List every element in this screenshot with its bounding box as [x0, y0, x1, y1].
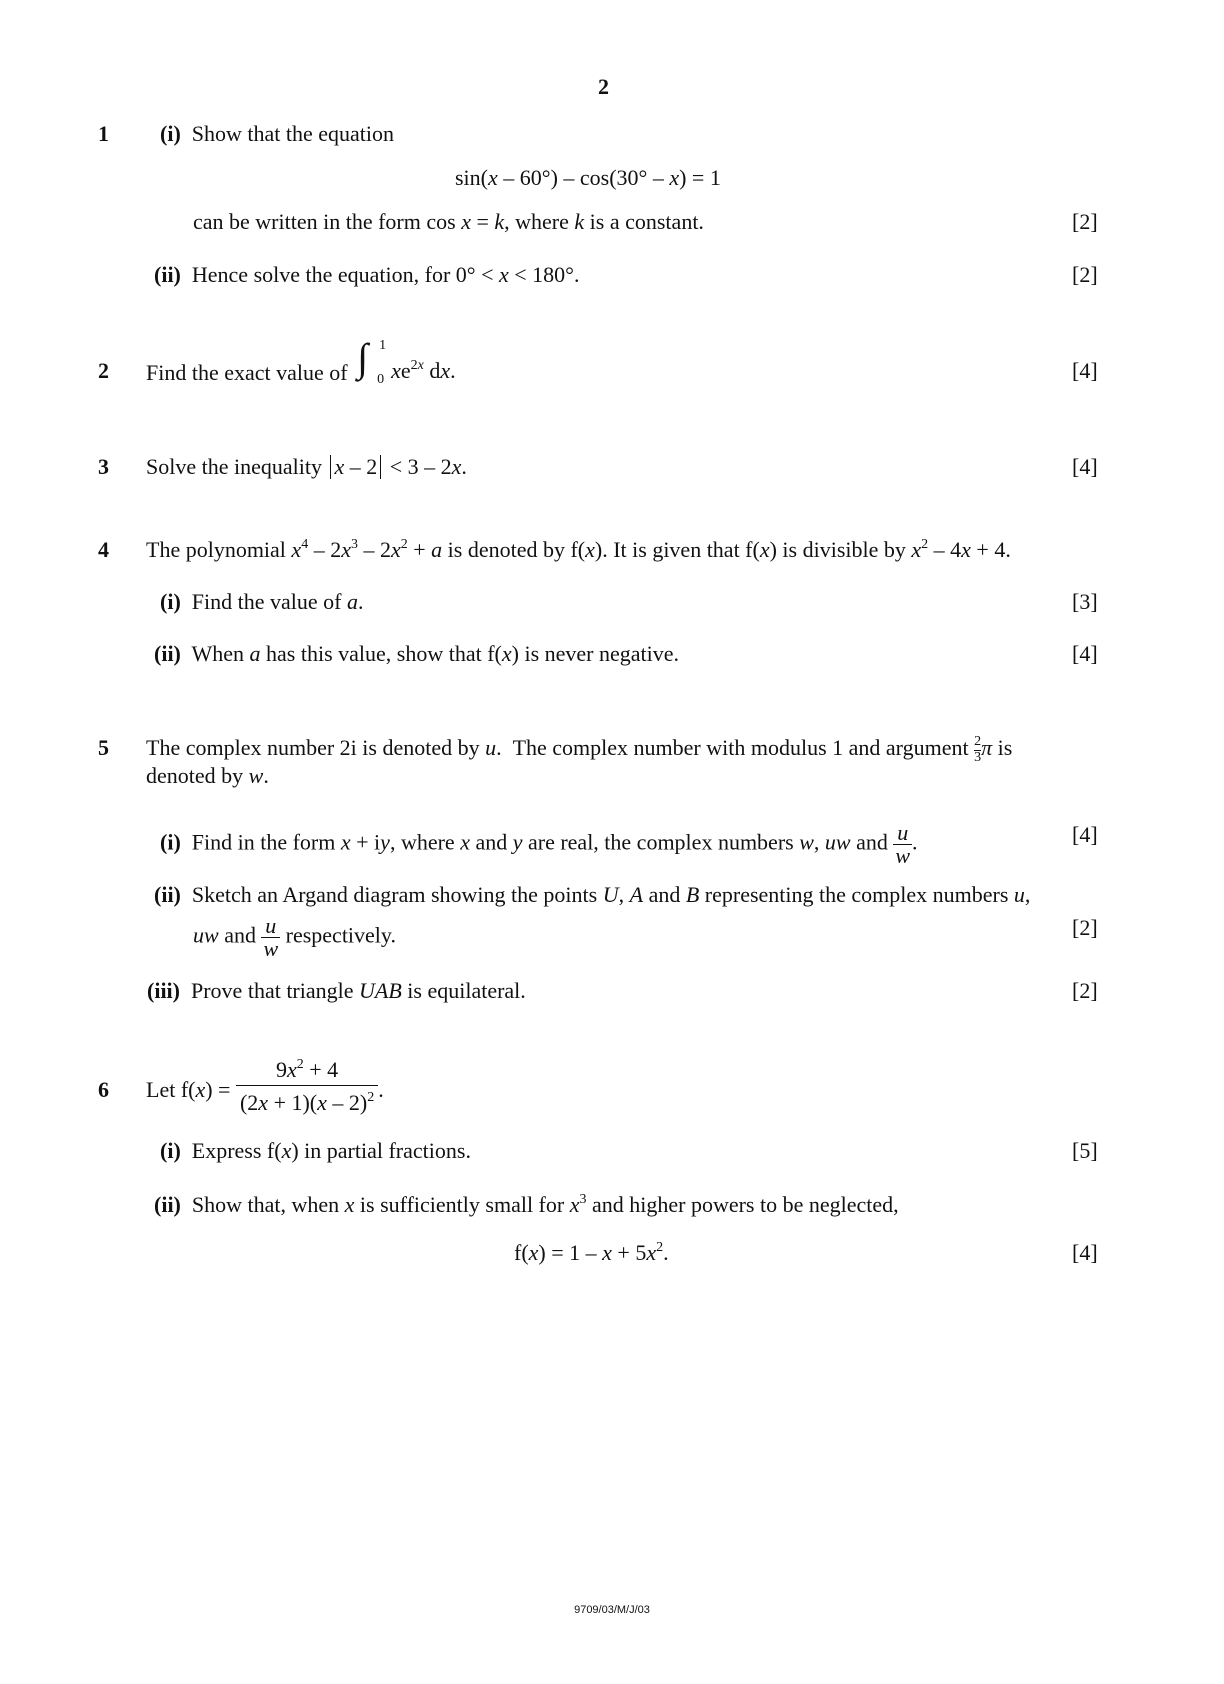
mark: [4] [1072, 358, 1098, 383]
question-text: The complex number 2i is denoted by u. The complex number with modulus 1 and argument $\frac{2}{3}$ π is [146, 734, 1013, 765]
part-text: Show that the equation [191, 121, 395, 146]
mark: [4] [1072, 1240, 1098, 1265]
equation: sin(x – 60°) – cos(30° – x) = 1 [455, 165, 721, 190]
footer-code: 9709/03/M/J/03 [574, 1604, 650, 1616]
mark: [4] [1072, 641, 1098, 666]
part-label: (ii) [154, 882, 181, 907]
part-text-line2: uw and $\frac{u}{w}$ respectively. [193, 913, 396, 961]
part-ii-q5: (ii) Sketch an Argand diagram showing the points U, A and B representing the complex numbers u, [154, 882, 1031, 907]
result-equation: $f(x) = 1 - x + 5x^2$. [514, 1240, 669, 1265]
mark: [2] [1072, 209, 1098, 234]
page-number: 2 [598, 74, 609, 99]
part-i-q6: (i) Express f(x) in partial fractions. [160, 1138, 471, 1163]
mark: [2] [1072, 262, 1098, 287]
part-label: (ii) [154, 262, 181, 287]
part-label: (i) [160, 1138, 181, 1163]
part-label: (i) [160, 589, 181, 614]
part-label: (ii) [154, 1192, 181, 1217]
question-number: 4 [98, 537, 109, 562]
question-number: 2 [98, 358, 109, 383]
part-i-q5: (i) Find in the form x + iy, where x and y are real, the complex numbers w, uw and $\frac{u}{w}$ . [160, 820, 918, 868]
question-text: Solve the inequality x – 2 < 3 – 2x. [146, 454, 467, 479]
question-text-line2: denoted by w. [146, 763, 269, 788]
part-ii-q4: (ii) When a has this value, show that f(x) is never negative. [154, 641, 680, 666]
part-iii-q5: (iii) Prove that triangle UAB is equilateral. [147, 978, 526, 1003]
part-label: (ii) [154, 641, 181, 666]
question-text: Let f(x) = $\frac{9x^2 + 4}{(2x + 1)(x - 2)^2}$ . [146, 1057, 384, 1115]
question-text: The polynomial $x^4 - 2x^3 - 2x^2 + a$ is denoted by f(x). It is given that f(x) is divisible by $x^2 - 4x + 4$. [146, 537, 1011, 562]
part-ii-q1: (ii) Hence solve the equation, for 0° < x < 180°. [154, 262, 580, 287]
question-text [146, 335, 513, 387]
integral: ∫ 1 0 $xe^{2x}$ dx. [357, 335, 456, 387]
mark: [2] [1072, 978, 1098, 1003]
part-ii-q6: (ii) Show that, when x is sufficiently small for $x^3$ and higher powers to be neglected, [154, 1192, 899, 1217]
mark: [3] [1072, 589, 1098, 614]
question-number: 1 [98, 121, 109, 146]
part-label: (iii) [147, 978, 180, 1003]
part-i-q1 [160, 121, 394, 147]
mark: [4] [1072, 822, 1098, 847]
part-label: (i) [160, 829, 181, 855]
question-number: 5 [98, 735, 109, 760]
question-number: 3 [98, 454, 109, 479]
question-stem: Find the exact value of [146, 360, 348, 385]
question-number: 6 [98, 1077, 109, 1102]
mark: [4] [1072, 454, 1098, 479]
mark: [2] [1072, 915, 1098, 940]
part-i-q4: (i) Find the value of a. [160, 589, 364, 614]
part-label: (i) [160, 121, 181, 146]
mark: [5] [1072, 1138, 1098, 1163]
part-text: can be written in the form cos x = k, where k is a constant. [193, 209, 704, 234]
